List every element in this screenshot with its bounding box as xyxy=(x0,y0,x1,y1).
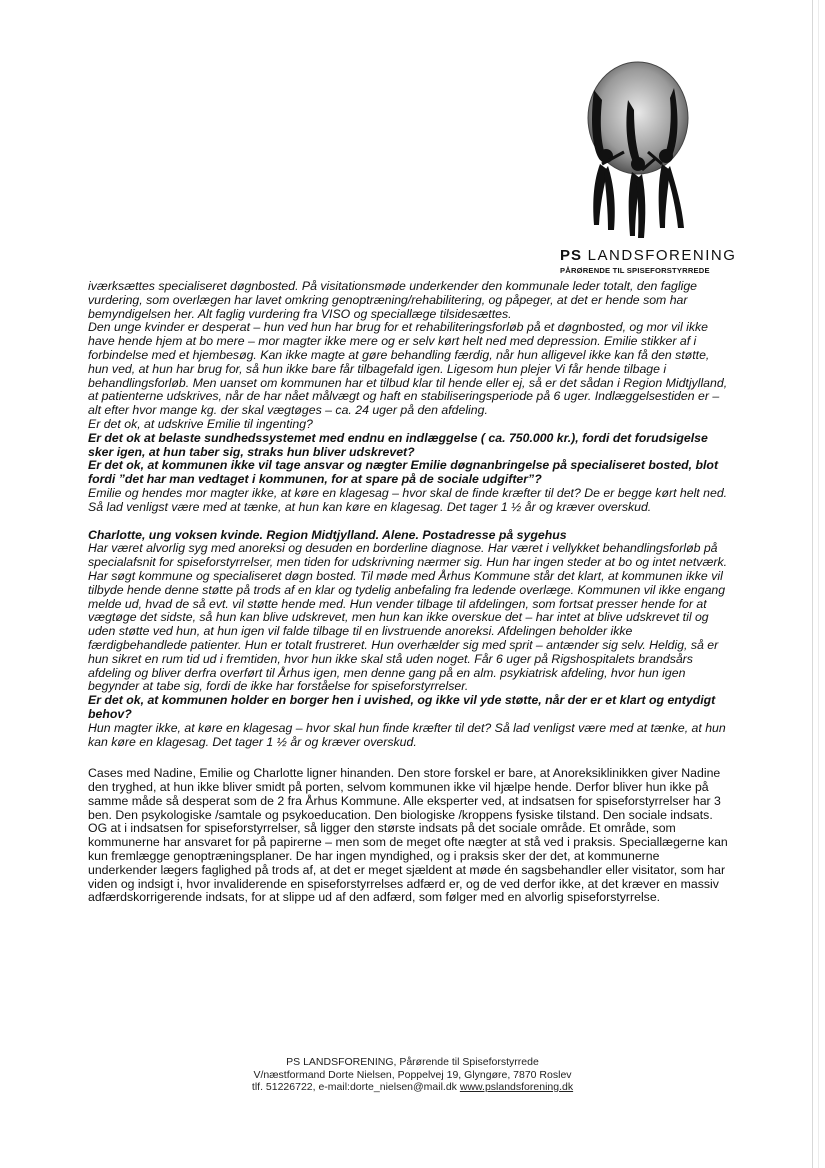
body-paragraph: Hun magter ikke, at køre en klagesag – hvor skal hun finde kræfter til det? Så lad venligst være med at tænke, at hun kan køre en klagesag. Det tager 1 ½ år og kræver overskud. xyxy=(88,720,726,749)
ps-landsforening-logo xyxy=(560,60,737,280)
document-body xyxy=(88,280,728,905)
logo-subtitle: PÅRØRENDE TIL SPISEFORSTYRREDE xyxy=(560,266,710,275)
scan-edge-line xyxy=(812,0,813,1168)
bold-question: Charlotte, ung voksen kvinde. Region Midtjylland. Alene. Postadresse på sygehus xyxy=(88,527,567,542)
body-paragraph: Er det ok, at udskrive Emilie til ingenting? xyxy=(88,416,313,431)
bold-question: Er det ok, at kommunen ikke vil tage ansvar og nægter Emilie døgnanbringelse på specialiseret bosted, blot fordi ”det har man vedtaget i kommunen, for at spare på de sociale udgifter”? xyxy=(88,458,719,487)
website-link[interactable]: www.pslandsforening.dk xyxy=(459,1081,574,1093)
body-paragraph: Cases med Nadine, Emilie og Charlotte ligner hinanden. Den store forskel er bare, at Anoreksiklinikken giver Nadine den tryghed, at hun ikke bliver smidt på porten, selvom kommunen ikke vil hjælpe hende. Derfor bliver hun ikke på samme måde så desperat som de 2 fra Århus Kommune. Alle eksperter ved, at indsatsen for spiseforstyrrelser har 3 ben. Den psykologiske /samtale og psykoeducation. Den biologiske /kroppens fysiske tilstand. Den sociale indsats. OG at i indsatsen for spiseforstyrrelser, så ligger den største indsats på det sociale område. Et område, som kommunerne har ansvaret for på papirerne – men som de meget ofte nægter at stå ved i praksis. Speciallægerne kan kun fremlægge genoptræningsplaner. De har ingen myndighed, og i praksis sker der det, at kommunerne underkender lægers faglighed på trods af, at det er meget sjældent at møde én sagsbehandler eller visitator, som har viden og indsigt i, hvor invaliderende en spiseforstyrrelses adfærd er, og de ved derfor ikke, at det kræver en massiv adfærdskorrigerende indsats, for at slippe ud af den adfærd, som følger med en alvorlig spiseforstyrrelse. xyxy=(88,766,728,905)
footer-organisation: PS LANDSFORENING, Pårørende til Spiseforstyrrede xyxy=(286,1056,539,1068)
body-paragraph: Har været alvorlig syg med anoreksi og desuden en borderline diagnose. Har været i vellykket behandlingsforløb på specialafsnit for spiseforstyrrelser, men tiden for udskrivning nærmer sig. Hun har ingen steder at bo og intet netværk. Har søgt kommune og specialiseret døgn bosted. Til møde med Århus Kommune står det klart, at kommunen ikke vil tilbyde hende denne støtte på trods af en klar og tydelig anbefaling fra ledende overlæge. Kommunen vil ikke engang melde ud, hvad de så evt. vil støtte hende med. Hun vender tilbage til afdelingen, som fortsat presser hende for at vægtøge det sidste, så hun kan blive udskrevet, men hun kan ikke overskue det – har intet at blive udskrevet til og uden støtte ved hun, at hun igen vil falde tilbage til en livstruende anoreksi. Afdelingen beholder ikke færdigbehandlede patienter. Hun er totalt frustreret. Hun overhælder sig med sprit – antænder sig selv. Heldig, så er hun sikret en rum tid ud i fremtiden, hvor hun ikke skal stå uden noget. Får 6 uger på Rigshospitalets brandsårs afdeling og bliver derfra overført til Århus igen, men denne gang på en alm. psykiatrisk afdeling, hvor hun igen begynder at tabe sig, fordi de ikke har forståelse for spiseforstyrrelser. xyxy=(88,541,728,694)
bold-question: Er det ok, at kommunen holder en borger hen i uvished, og ikke vil yde støtte, når der er et klart og entydigt behov? xyxy=(88,693,716,721)
body-paragraph: Emilie og hendes mor magter ikke, at køre en klagesag – hvor skal de finde kræfter til det? De er begge kørt helt ned. Så lad venligst være med at tænke, at hun kan køre en klagesag. Det tager 1 ½ år og kræver overskud. xyxy=(88,485,728,514)
page-footer xyxy=(0,1056,825,1094)
scan-edge-line xyxy=(818,0,819,1168)
logo-title: PS LANDSFORENING xyxy=(560,247,737,264)
paragraph-spacer xyxy=(88,749,728,767)
logo-figures-icon xyxy=(572,60,702,240)
body-paragraph: Den unge kvinder er desperat – hun ved hun har brug for et rehabiliteringsforløb på et døgnbosted, og mor vil ikke have hende hjem at bo mere – mor magter ikke mere og er selv kørt helt ned med depression. Emilie stikker af i forbindelse med et hjembesøg. Kan ikke magte at gøre behandling færdig, når hun alligevel ikke kan få den støtte, hun ved, at hun har brug for, så hun ikke bare får tilbagefald igen. Ligesom hun plejer Vi får hende tilbage i behandlingsforløb. Men uanset om kommunen har et tilbud klar til hende eller ej, så er det sådan i Region Midtjylland, at patienterne udskrives, når de har nået målvægt og haft en stabiliseringsperiode på 6 uger. Indlæggelsestiden er – alt efter hvor mange kg. der skal vægtøges – ca. 24 uger på den afdeling. xyxy=(88,320,728,418)
paragraph-spacer xyxy=(88,515,728,529)
body-paragraph: iværksættes specialiseret døgnbosted. På visitationsmøde underkender den kommunale leder totalt, den faglige vurdering, som overlægen har lavet omkring genoptræning/rehabilitering, og påpeger, at det er hende som har bemyndigelsen her. Alt faglig vurdering fra VISO og speciallæge tilsidesættes. xyxy=(88,279,698,321)
bold-question: Er det ok at belaste sundhedssystemet med endnu en indlæggelse ( ca. 750.000 kr.), fordi det forudsigelse sker igen, at hun taber sig, straks hun bliver udskrevet? xyxy=(88,430,708,459)
footer-address: V/næstformand Dorte Nielsen, Poppelvej 19, Glyngøre, 7870 Roslev xyxy=(253,1068,572,1081)
footer-contact: tlf. 51226722, e-mail:dorte_nielsen@mail.dk www.pslandsforening.dk xyxy=(251,1081,574,1093)
